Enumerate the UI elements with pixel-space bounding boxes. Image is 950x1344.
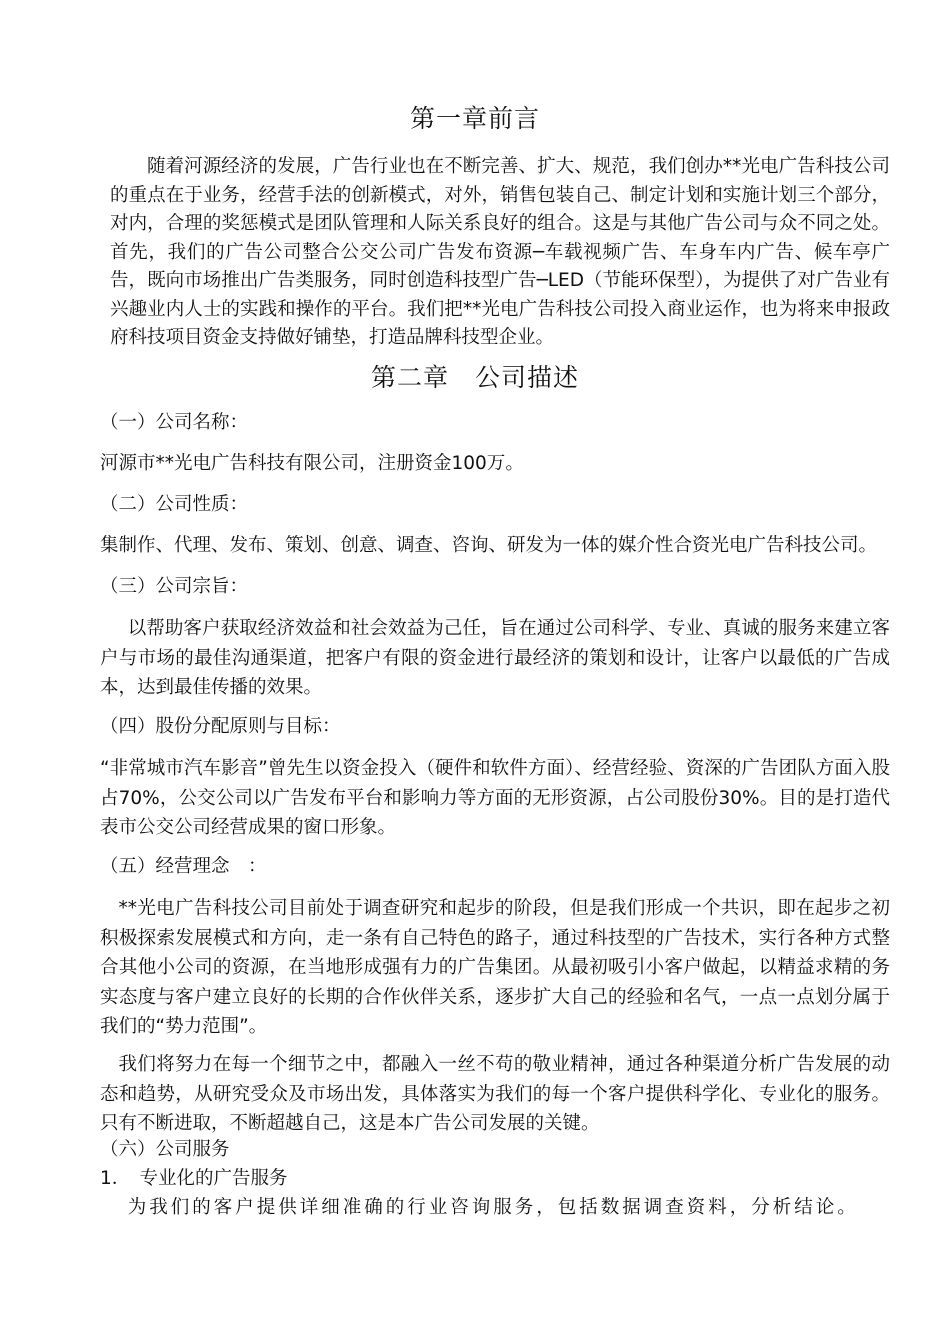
section-2-text: 集制作、代理、发布、策划、创意、调查、咨询、研发为一体的媒介性合资光电广告科技公司。 [100,535,878,556]
chapter-1-title: 第一章前言 [409,104,540,133]
section-4-heading: （四）股份分配原则与目标： [100,716,341,737]
section-2-heading: （二）公司性质： [100,494,249,515]
section-3-heading: （三）公司宗旨： [100,576,249,597]
section-6-heading: （六）公司服务 [100,1139,230,1160]
chapter-2-title: 第二章 公司描述 [370,363,579,392]
section-5-heading: （五）经营理念 ： [100,856,267,877]
section-3-text: 以帮助客户获取经济效益和社会效益为己任，旨在通过公司科学、专业、真诚的服务来建立客户与市场的最佳沟通渠道，把客户有限的资金进行最经济的策划和设计，让客户以最低的广告成本，达到最佳传播的效果。 [100,618,890,698]
chapter-1-body: 随着河源经济的发展，广告行业也在不断完善、扩大、规范，我们创办**光电广告科技公司的重点在于业务，经营手法的创新模式，对外，销售包装自己、制定计划和实施计划三个部分，对内，合理的奖惩模式是团队管理和人际关系良好的组合。这是与其他广告公司与众不同之处。首先，我们的广告公司整合公交公司广告发布资源─车载视频广告、车身车内广告、候车亭广告，既向市场推出广告类服务，同时创造科技型广告─LED（节能环保型），为提供了对广告业有兴趣业内人士的实践和操作的平台。我们把**光电广告科技公司投入商业运作，也为将来申报政府科技项目资金支持做好铺垫，打造品牌科技型企业。 [110,156,890,348]
section-5-paragraph-2: 我们将努力在每一个细节之中，都融入一丝不苟的敬业精神，通过各种渠道分析广告发展的动态和趋势，从研究受众及市场出发，具体落实为我们的每一个客户提供科学化、专业化的服务。只有不断进取，不断超越自己，这是本广告公司发展的关键。 [100,1054,890,1134]
section-1-text: 河源市**光电广告科技有限公司，注册资金100万。 [100,453,524,474]
section-5-paragraph-1: **光电广告科技公司目前处于调查研究和起步的阶段，但是我们形成一个共识，即在起步之初积极探索发展模式和方向，走一条有自己特色的路子，通过科技型的广告技术，实行各种方式整合其他小公司的资源，在当地形成强有力的广告集团。从最初吸引小客户做起，以精益求精的务实态度与客户建立良好的长期的合作伙伴关系，逐步扩大自己的经验和名气，一点一点划分属于我们的“势力范围”。 [100,898,890,1037]
section-1-heading: （一）公司名称： [100,412,249,433]
section-6-item-1-title: 1． 专业化的广告服务 [100,1168,288,1189]
section-6-item-1-text: 为我们的客户提供详细准确的行业咨询服务，包括数据调查资料，分析结论。 [127,1197,859,1218]
section-4-text: “非常城市汽车影音”曾先生以资金投入（硬件和软件方面）、经营经验、资深的广告团队方面入股占70%，公交公司以广告发布平台和影响力等方面的无形资源，占公司股份30%。目的是打造代表市公交公司经营成果的窗口形象。 [100,758,890,838]
